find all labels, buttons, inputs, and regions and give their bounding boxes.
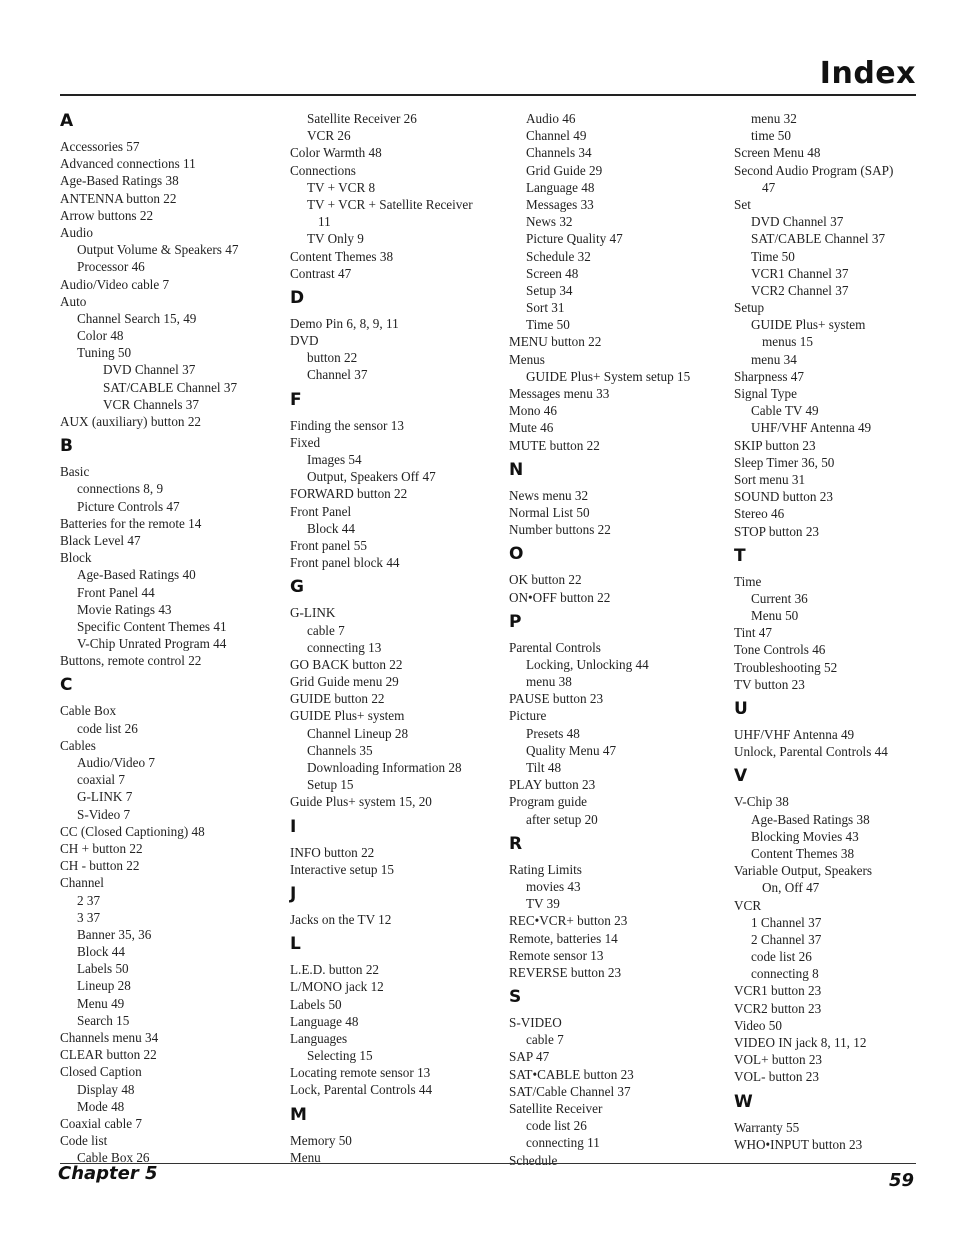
- index-subentry: Front Panel 44: [77, 584, 155, 600]
- index-subentry: Channel 37: [307, 367, 368, 383]
- index-subentry: TV Only 9: [307, 231, 364, 247]
- index-entry: Languages: [290, 1030, 348, 1046]
- index-entry: Coaxial cable 7: [60, 1115, 143, 1131]
- index-subentry: Lineup 28: [77, 978, 131, 994]
- index-entry: VCR2 button 23: [734, 1000, 822, 1016]
- index-subentry: Selecting 15: [307, 1048, 373, 1064]
- index-entry: REC•VCR+ button 23: [509, 913, 628, 929]
- index-letter-heading: R: [509, 833, 523, 854]
- index-entry: Picture: [509, 708, 547, 724]
- index-subentry: Language 48: [526, 179, 595, 195]
- index-subentry: Locking, Unlocking 44: [526, 656, 649, 672]
- page-number: 59: [888, 1170, 914, 1191]
- index-subentry: Presets 48: [526, 725, 580, 741]
- index-letter-heading: G: [290, 577, 304, 598]
- index-entry: L/MONO jack 12: [290, 979, 384, 995]
- index-subentry: Current 36: [751, 590, 808, 606]
- index-entry: Demo Pin 6, 8, 9, 11: [290, 315, 399, 331]
- index-letter-heading: F: [290, 389, 302, 410]
- index-subentry: menus 15: [762, 334, 813, 350]
- index-subentry: Audio/Video 7: [77, 755, 155, 770]
- index-entry: Buttons, remote control 22: [60, 653, 202, 669]
- index-letter-heading: A: [60, 111, 74, 131]
- index-entry: Auto: [60, 293, 87, 309]
- index-subentry: Satellite Receiver 26: [307, 111, 417, 126]
- index-subentry: On, Off 47: [762, 880, 820, 896]
- index-letter-heading: O: [509, 544, 524, 565]
- index-subentry: Movie Ratings 43: [77, 601, 172, 617]
- index-subentry: menu 34: [751, 351, 797, 367]
- index-entry: SOUND button 23: [734, 489, 833, 505]
- index-entry: DVD: [290, 333, 319, 349]
- index-entry: VOL+ button 23: [734, 1052, 823, 1068]
- index-entry: Program guide: [509, 794, 588, 810]
- index-letter-heading: V: [734, 766, 748, 787]
- index-letter-heading: U: [734, 699, 748, 719]
- index-entry: Audio/Video cable 7: [60, 276, 170, 292]
- index-entry: Normal List 50: [509, 504, 590, 520]
- index-subentry: Menu 50: [751, 608, 799, 624]
- index-entry: Code list: [60, 1133, 108, 1149]
- index-subentry: code list 26: [526, 1118, 587, 1134]
- index-entry: G-LINK: [290, 605, 336, 621]
- index-entry: SAT•CABLE button 23: [509, 1066, 634, 1082]
- index-column-3: [509, 110, 729, 1169]
- index-entry: INFO button 22: [290, 844, 375, 860]
- index-entry: ANTENNA button 22: [60, 190, 177, 206]
- index-subentry: Color 48: [77, 328, 124, 344]
- index-subentry: TV + VCR + Satellite Receiver: [307, 196, 473, 212]
- index-entry: Locating remote sensor 13: [290, 1065, 431, 1081]
- index-letter-heading: T: [734, 545, 746, 566]
- index-entry: Language 48: [290, 1013, 359, 1029]
- index-subentry: Sort 31: [526, 300, 565, 316]
- index-subentry: Cable TV 49: [751, 403, 819, 419]
- index-subentry: Channel Search 15, 49: [77, 310, 197, 326]
- index-entry: Black Level 47: [60, 532, 141, 548]
- index-subentry: S-Video 7: [77, 806, 131, 822]
- index-subentry: SAT/CABLE Channel 37: [103, 379, 238, 395]
- chapter-label: Chapter 5: [58, 1163, 158, 1184]
- index-entry: CH - button 22: [60, 858, 140, 874]
- index-entry: Jacks on the TV 12: [290, 911, 392, 927]
- index-subentry: connecting 11: [526, 1135, 600, 1151]
- index-entry: SAP 47: [509, 1049, 550, 1065]
- index-subentry: time 50: [751, 128, 791, 144]
- index-entry: Interactive setup 15: [290, 861, 394, 877]
- index-subentry: GUIDE Plus+ System setup 15: [526, 368, 691, 384]
- index-entry: WHO•INPUT button 23: [734, 1136, 863, 1152]
- index-subentry: Channel Lineup 28: [307, 725, 409, 741]
- index-subentry: VCR Channels 37: [103, 396, 199, 412]
- index-entry: VCR1 button 23: [734, 983, 822, 999]
- index-entry: Set: [734, 196, 751, 212]
- index-subentry: Time 50: [526, 317, 570, 333]
- index-entry: Setup: [734, 300, 765, 316]
- index-subentry: Specific Content Themes 41: [77, 618, 227, 634]
- index-entry: CLEAR button 22: [60, 1047, 157, 1063]
- index-entry: GUIDE Plus+ system: [290, 708, 405, 724]
- index-subentry: connecting 8: [751, 966, 819, 982]
- index-subentry: after setup 20: [526, 811, 598, 827]
- index-entry: Signal Type: [734, 386, 797, 401]
- index-entry: Color Warmth 48: [290, 145, 382, 161]
- index-entry: Cables: [60, 737, 96, 753]
- index-subentry: Age-Based Ratings 38: [751, 811, 870, 827]
- index-subentry: Messages 33: [526, 196, 594, 212]
- index-subentry: GUIDE Plus+ system: [751, 317, 866, 333]
- index-entry: Stereo 46: [734, 506, 785, 522]
- index-entry: OK button 22: [509, 572, 582, 588]
- index-subentry: TV + VCR 8: [307, 179, 376, 195]
- index-entry: Audio: [60, 224, 93, 240]
- index-subentry: menu 38: [526, 674, 572, 690]
- index-subentry: menu 32: [751, 111, 797, 126]
- index-subentry: code list 26: [77, 720, 138, 736]
- index-entry: Mute 46: [509, 420, 554, 436]
- index-subentry: DVD Channel 37: [751, 214, 844, 230]
- index-subentry: button 22: [307, 350, 358, 366]
- index-entry: VCR: [734, 897, 762, 913]
- index-entry: Variable Output, Speakers: [734, 863, 873, 879]
- index-subentry: Picture Quality 47: [526, 231, 623, 247]
- index-entry: AUX (auxiliary) button 22: [60, 414, 202, 429]
- index-letter-heading: S: [509, 987, 522, 1008]
- index-subentry: Block 44: [307, 520, 355, 536]
- index-entry: Sort menu 31: [734, 471, 806, 487]
- index-letter-heading: P: [509, 611, 522, 632]
- index-letter-heading: L: [290, 934, 301, 955]
- index-entry: Labels 50: [290, 996, 342, 1012]
- index-entry: Front panel 55: [290, 537, 367, 553]
- index-entry: Menu: [290, 1149, 321, 1165]
- index-subentry: Downloading Information 28: [307, 760, 462, 775]
- index-subentry: Channel 49: [526, 128, 587, 144]
- index-subentry: coaxial 7: [77, 772, 125, 788]
- index-entry: GO BACK button 22: [290, 656, 403, 672]
- index-subentry: 11: [318, 214, 331, 230]
- index-subentry: Banner 35, 36: [77, 926, 152, 942]
- index-subentry: Audio 46: [526, 111, 576, 126]
- index-subentry: Content Themes 38: [751, 845, 855, 861]
- index-entry: REVERSE button 23: [509, 964, 622, 980]
- index-subentry: Screen 48: [526, 265, 579, 281]
- index-letter-heading: M: [290, 1104, 307, 1125]
- index-subentry: 47: [762, 179, 776, 195]
- index-entry: Cable Box: [60, 703, 117, 719]
- index-entry: Content Themes 38: [290, 248, 394, 264]
- index-subentry: 3 37: [77, 909, 101, 925]
- index-entry: Remote, batteries 14: [509, 930, 618, 946]
- index-subentry: Picture Controls 47: [77, 498, 180, 514]
- index-column-4: [734, 110, 919, 1153]
- index-entry: Connections: [290, 162, 356, 178]
- index-subentry: DVD Channel 37: [103, 362, 196, 378]
- index-subentry: Channels 35: [307, 742, 373, 758]
- index-letter-heading: J: [290, 883, 297, 904]
- index-entry: UHF/VHF Antenna 49: [734, 727, 855, 742]
- index-subentry: VCR 26: [307, 128, 351, 144]
- index-entry: Lock, Parental Controls 44: [290, 1082, 433, 1098]
- index-entry: FORWARD button 22: [290, 486, 408, 502]
- index-subentry: cable 7: [307, 622, 345, 638]
- index-column-2: [290, 110, 510, 1166]
- index-entry: VOL- button 23: [734, 1069, 819, 1085]
- index-subentry: connecting 13: [307, 639, 382, 655]
- index-entry: S-VIDEO: [509, 1015, 562, 1031]
- index-subentry: V-Chip Unrated Program 44: [77, 636, 227, 652]
- index-entry: Batteries for the remote 14: [60, 515, 202, 531]
- index-subentry: movies 43: [526, 878, 581, 894]
- index-entry: SKIP button 23: [734, 437, 816, 453]
- index-entry: CH + button 22: [60, 840, 143, 856]
- index-entry: Arrow buttons 22: [60, 207, 154, 223]
- index-entry: VIDEO IN jack 8, 11, 12: [734, 1035, 867, 1050]
- index-entry: Finding the sensor 13: [290, 417, 404, 433]
- index-subentry: VCR2 Channel 37: [751, 282, 849, 298]
- index-entry: Contrast 47: [290, 265, 352, 281]
- index-subentry: Tilt 48: [526, 760, 562, 775]
- index-entry: Schedule: [509, 1152, 558, 1168]
- index-entry: Warranty 55: [734, 1119, 800, 1135]
- index-subentry: Output, Speakers Off 47: [307, 469, 436, 485]
- index-entry: Time: [734, 573, 762, 589]
- index-subentry: News 32: [526, 214, 573, 230]
- index-entry: Unlock, Parental Controls 44: [734, 744, 888, 760]
- index-subentry: code list 26: [751, 949, 812, 965]
- index-entry: Guide Plus+ system 15, 20: [290, 794, 432, 810]
- index-entry: TV button 23: [734, 676, 805, 692]
- index-subentry: cable 7: [526, 1032, 564, 1048]
- index-subentry: Search 15: [77, 1012, 130, 1028]
- index-subentry: SAT/CABLE Channel 37: [751, 231, 886, 247]
- index-entry: Basic: [60, 464, 90, 480]
- index-entry: CC (Closed Captioning) 48: [60, 823, 205, 839]
- index-entry: Closed Caption: [60, 1064, 142, 1080]
- index-subentry: VCR1 Channel 37: [751, 265, 849, 281]
- index-entry: Menus: [509, 351, 545, 367]
- index-subentry: 2 37: [77, 892, 101, 908]
- index-entry: News menu 32: [509, 487, 589, 503]
- index-subentry: Tuning 50: [77, 345, 132, 361]
- index-letter-heading: B: [60, 436, 73, 457]
- index-subentry: UHF/VHF Antenna 49: [751, 420, 872, 436]
- index-entry: Front panel block 44: [290, 555, 400, 571]
- index-entry: Fixed: [290, 434, 321, 450]
- index-subentry: Setup 15: [307, 777, 354, 793]
- index-entry: Advanced connections 11: [60, 156, 196, 172]
- index-entry: Number buttons 22: [509, 522, 611, 538]
- index-subentry: TV 39: [526, 896, 560, 912]
- index-entry: Mono 46: [509, 403, 557, 419]
- index-entry: GUIDE button 22: [290, 691, 385, 707]
- index-entry: Video 50: [734, 1017, 782, 1033]
- index-entry: Accessories 57: [60, 139, 140, 154]
- index-entry: ON•OFF button 22: [509, 589, 611, 605]
- index-entry: Rating Limits: [509, 861, 582, 877]
- index-letter-heading: W: [734, 1091, 753, 1112]
- index-entry: Sharpness 47: [734, 368, 804, 384]
- index-entry: Grid Guide menu 29: [290, 674, 399, 690]
- index-subentry: Schedule 32: [526, 248, 591, 264]
- index-entry: Front Panel: [290, 503, 352, 519]
- index-letter-heading: C: [60, 675, 73, 696]
- index-subentry: Menu 49: [77, 995, 125, 1011]
- index-subentry: connections 8, 9: [77, 481, 164, 497]
- index-subentry: Grid Guide 29: [526, 162, 603, 178]
- index-subentry: Quality Menu 47: [526, 742, 617, 758]
- index-entry: Channel: [60, 875, 104, 891]
- index-entry: Tint 47: [734, 625, 772, 641]
- index-entry: Channels menu 34: [60, 1030, 159, 1045]
- index-entry: MUTE button 22: [509, 437, 600, 453]
- index-entry: Second Audio Program (SAP): [734, 162, 894, 178]
- index-subentry: 1 Channel 37: [751, 914, 822, 930]
- footer-rule: [60, 1163, 916, 1164]
- index-subentry: Labels 50: [77, 961, 129, 977]
- index-entry: MENU button 22: [509, 334, 602, 350]
- index-subentry: Channels 34: [526, 145, 592, 161]
- index-entry: Messages menu 33: [509, 386, 610, 401]
- index-subentry: Display 48: [77, 1081, 135, 1097]
- index-subentry: Age-Based Ratings 40: [77, 567, 196, 583]
- index-letter-heading: N: [509, 459, 524, 480]
- index-entry: PLAY button 23: [509, 777, 596, 793]
- header-rule: [60, 94, 916, 96]
- index-subentry: Cable Box 26: [77, 1150, 150, 1166]
- index-entry: Remote sensor 13: [509, 947, 604, 963]
- index-subentry: Blocking Movies 43: [751, 828, 859, 844]
- index-subentry: Block 44: [77, 944, 125, 960]
- index-subentry: Processor 46: [77, 259, 145, 275]
- index-entry: V-Chip 38: [734, 794, 789, 810]
- index-entry: Parental Controls: [509, 639, 601, 655]
- index-entry: STOP button 23: [734, 523, 820, 539]
- index-entry: Age-Based Ratings 38: [60, 173, 179, 189]
- index-entry: Satellite Receiver: [509, 1101, 603, 1116]
- index-entry: Block: [60, 550, 92, 566]
- index-entry: Troubleshooting 52: [734, 659, 838, 675]
- index-letter-heading: I: [290, 816, 297, 837]
- index-column-1: [60, 110, 280, 1167]
- index-subentry: Images 54: [307, 452, 362, 467]
- index-entry: Memory 50: [290, 1132, 352, 1148]
- index-entry: Screen Menu 48: [734, 145, 821, 161]
- index-subentry: Setup 34: [526, 282, 573, 298]
- index-letter-heading: D: [290, 287, 305, 308]
- index-entry: Sleep Timer 36, 50: [734, 454, 835, 470]
- index-entry: Tone Controls 46: [734, 642, 826, 658]
- index-entry: PAUSE button 23: [509, 691, 604, 707]
- index-subentry: Time 50: [751, 248, 795, 264]
- index-subentry: G-LINK 7: [77, 789, 133, 805]
- page-title: Index: [819, 56, 916, 91]
- index-subentry: Output Volume & Speakers 47: [77, 242, 239, 258]
- index-entry: SAT/Cable Channel 37: [509, 1083, 631, 1099]
- index-subentry: Mode 48: [77, 1098, 125, 1114]
- index-subentry: 2 Channel 37: [751, 931, 822, 947]
- index-entry: L.E.D. button 22: [290, 962, 380, 978]
